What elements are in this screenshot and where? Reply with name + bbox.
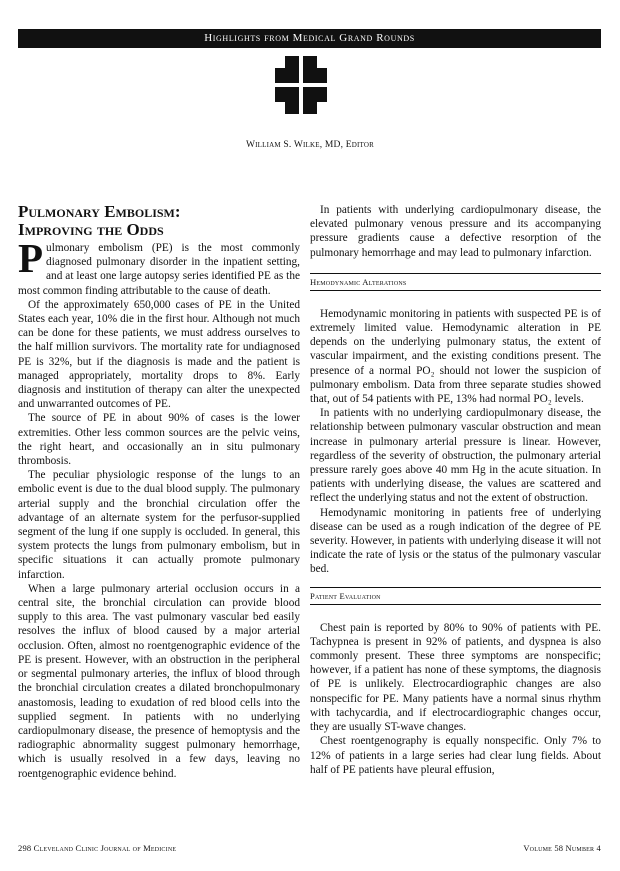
paragraph-3: The source of PE in about 90% of cases is the lower extremities. Other less common sources are the pelvic veins, the right heart, and occasionally an in situ pulmonary thrombosis. <box>18 412 300 468</box>
paragraph-7: Hemodynamic monitoring in patients with suspected PE is of extremely limited value. Hemodynamic alteration in PE depends on the underlying pulmonary status, the extent of vascular impairment, and the existing conditions present. The presence of a normal PO₂ should not lower the suspicion of pulmonary embolism. Data from three separate studies showed that, out of 54 patients with PE, 13% had normal PO₂ levels. <box>310 307 601 406</box>
section-heading-hemodynamic: Hemodynamic Alterations <box>310 273 601 291</box>
paragraph-5: When a large pulmonary arterial occlusion occurs in a central site, the bronchial circulation can provide blood supply to this area. The vast pulmonary vascular bed easily resolves the influx of blood caused by a major arterial occlusion. Often, almost no roentgenographic evidence of the PE is present. However, with an obstruction in the peripheral or segmental pulmonary arteries, the influx of blood through the bronchial circulation creates a dilated bronchopulmonary anastomosis, leading to exudation of red blood cells into the supplied segment. In patients with no underlying cardiopulmonary disease, the presence of hemoptysis and the radiographic abnormality suggest pulmonary hemorrhage, which is usually resolved in a few days, leaving no roentgenographic evidence behind. <box>18 582 300 780</box>
footer-volume: Volume 58 Number 4 <box>523 843 601 853</box>
paragraph-8: In patients with no underlying cardiopulmonary disease, the relationship between pulmonary vascular obstruction and mean increase in pulmonary arterial pressure is linear. However, regardless of the severity of obstruction, the pulmonary arterial pressure rarely goes above 40 mm Hg in the acute situation. In patients with underlying disease, the values are scattered and reflect the underlying status and not the extent of obstruction. <box>310 407 601 505</box>
article-title <box>18 203 300 239</box>
paragraph-1 <box>18 235 300 298</box>
section-heading-patient-evaluation: Patient Evaluation <box>310 587 601 605</box>
left-column <box>18 203 300 781</box>
drop-cap: P <box>18 235 44 281</box>
paragraph-1-text: ulmonary embolism (PE) is the most commonly diagnosed pulmonary disorder in the inpatient setting, and at least one large autopsy series identified PE as the most common finding attributable to the cause of death. <box>18 242 300 297</box>
title-line-2: Improving the Odds <box>18 220 164 239</box>
paragraph-4: The peculiar physiologic response of the lungs to an embolic event is due to the dual blood supply. The pulmonary arterial supply and the bronchial circulation offer the advantage of an alternate system for the perfusor-supplied segment of the lung if one supply is occluded. In general, this system protects the lungs from pulmonary embolism, but in specific situations it can actually promote pulmonary infarction. <box>18 469 300 581</box>
editor-credit: William S. Wilke, MD, Editor <box>245 140 375 150</box>
right-column <box>310 203 601 777</box>
section-banner: Highlights from Medical Grand Rounds <box>18 29 601 48</box>
footer-journal: 298 Cleveland Clinic Journal of Medicine <box>18 843 177 853</box>
paragraph-11: Chest roentgenography is equally nonspecific. Only 7% to 12% of patients in a large series had clear lung fields. About half of PE patients have pleural effusion, <box>310 735 601 776</box>
paragraph-10: Chest pain is reported by 80% to 90% of patients with PE. Tachypnea is present in 92% of patients, and dyspnea is also commonly present. These three symptoms are nonspecific; however, if a patient has none of these symptoms, the diagnosis of PE is unlikely. Electrocardiographic changes are also nonspecific for PE. Many patients have a normal sinus rhythm with tachycardia, and if electrocardiographic changes occur, they are usually ST-wave changes. <box>310 621 601 734</box>
cleveland-clinic-cross-logo-icon <box>275 56 327 114</box>
title-line-1: Pulmonary Embolism: <box>18 202 181 221</box>
paragraph-6: In patients with underlying cardiopulmonary disease, the elevated pulmonary venous pressure and its accompanying pressure gradients cause a defective resorption of the pulmonary hemorrhage and may lead to pulmonary infarction. <box>310 204 601 259</box>
paragraph-2: Of the approximately 650,000 cases of PE in the United States each year, 10% die in the first hour. Although not much can be done for these patients, we must address ourselves to the half million survivors. The mortality rate for undiagnosed PE is 32%, but if the diagnosis is made and the patient is managed appropriately, mortality drops to 8%. Early diagnosis and institution of therapy can alter the unexpected and unwarranted outcomes of PE. <box>18 298 300 411</box>
paragraph-9: Hemodynamic monitoring in patients free of underlying disease can be used as a rough indication of the degree of PE severity. However, in patients with underlying disease it will not indicate the rate of lysis or the status of the pulmonary vascular bed. <box>310 506 601 576</box>
